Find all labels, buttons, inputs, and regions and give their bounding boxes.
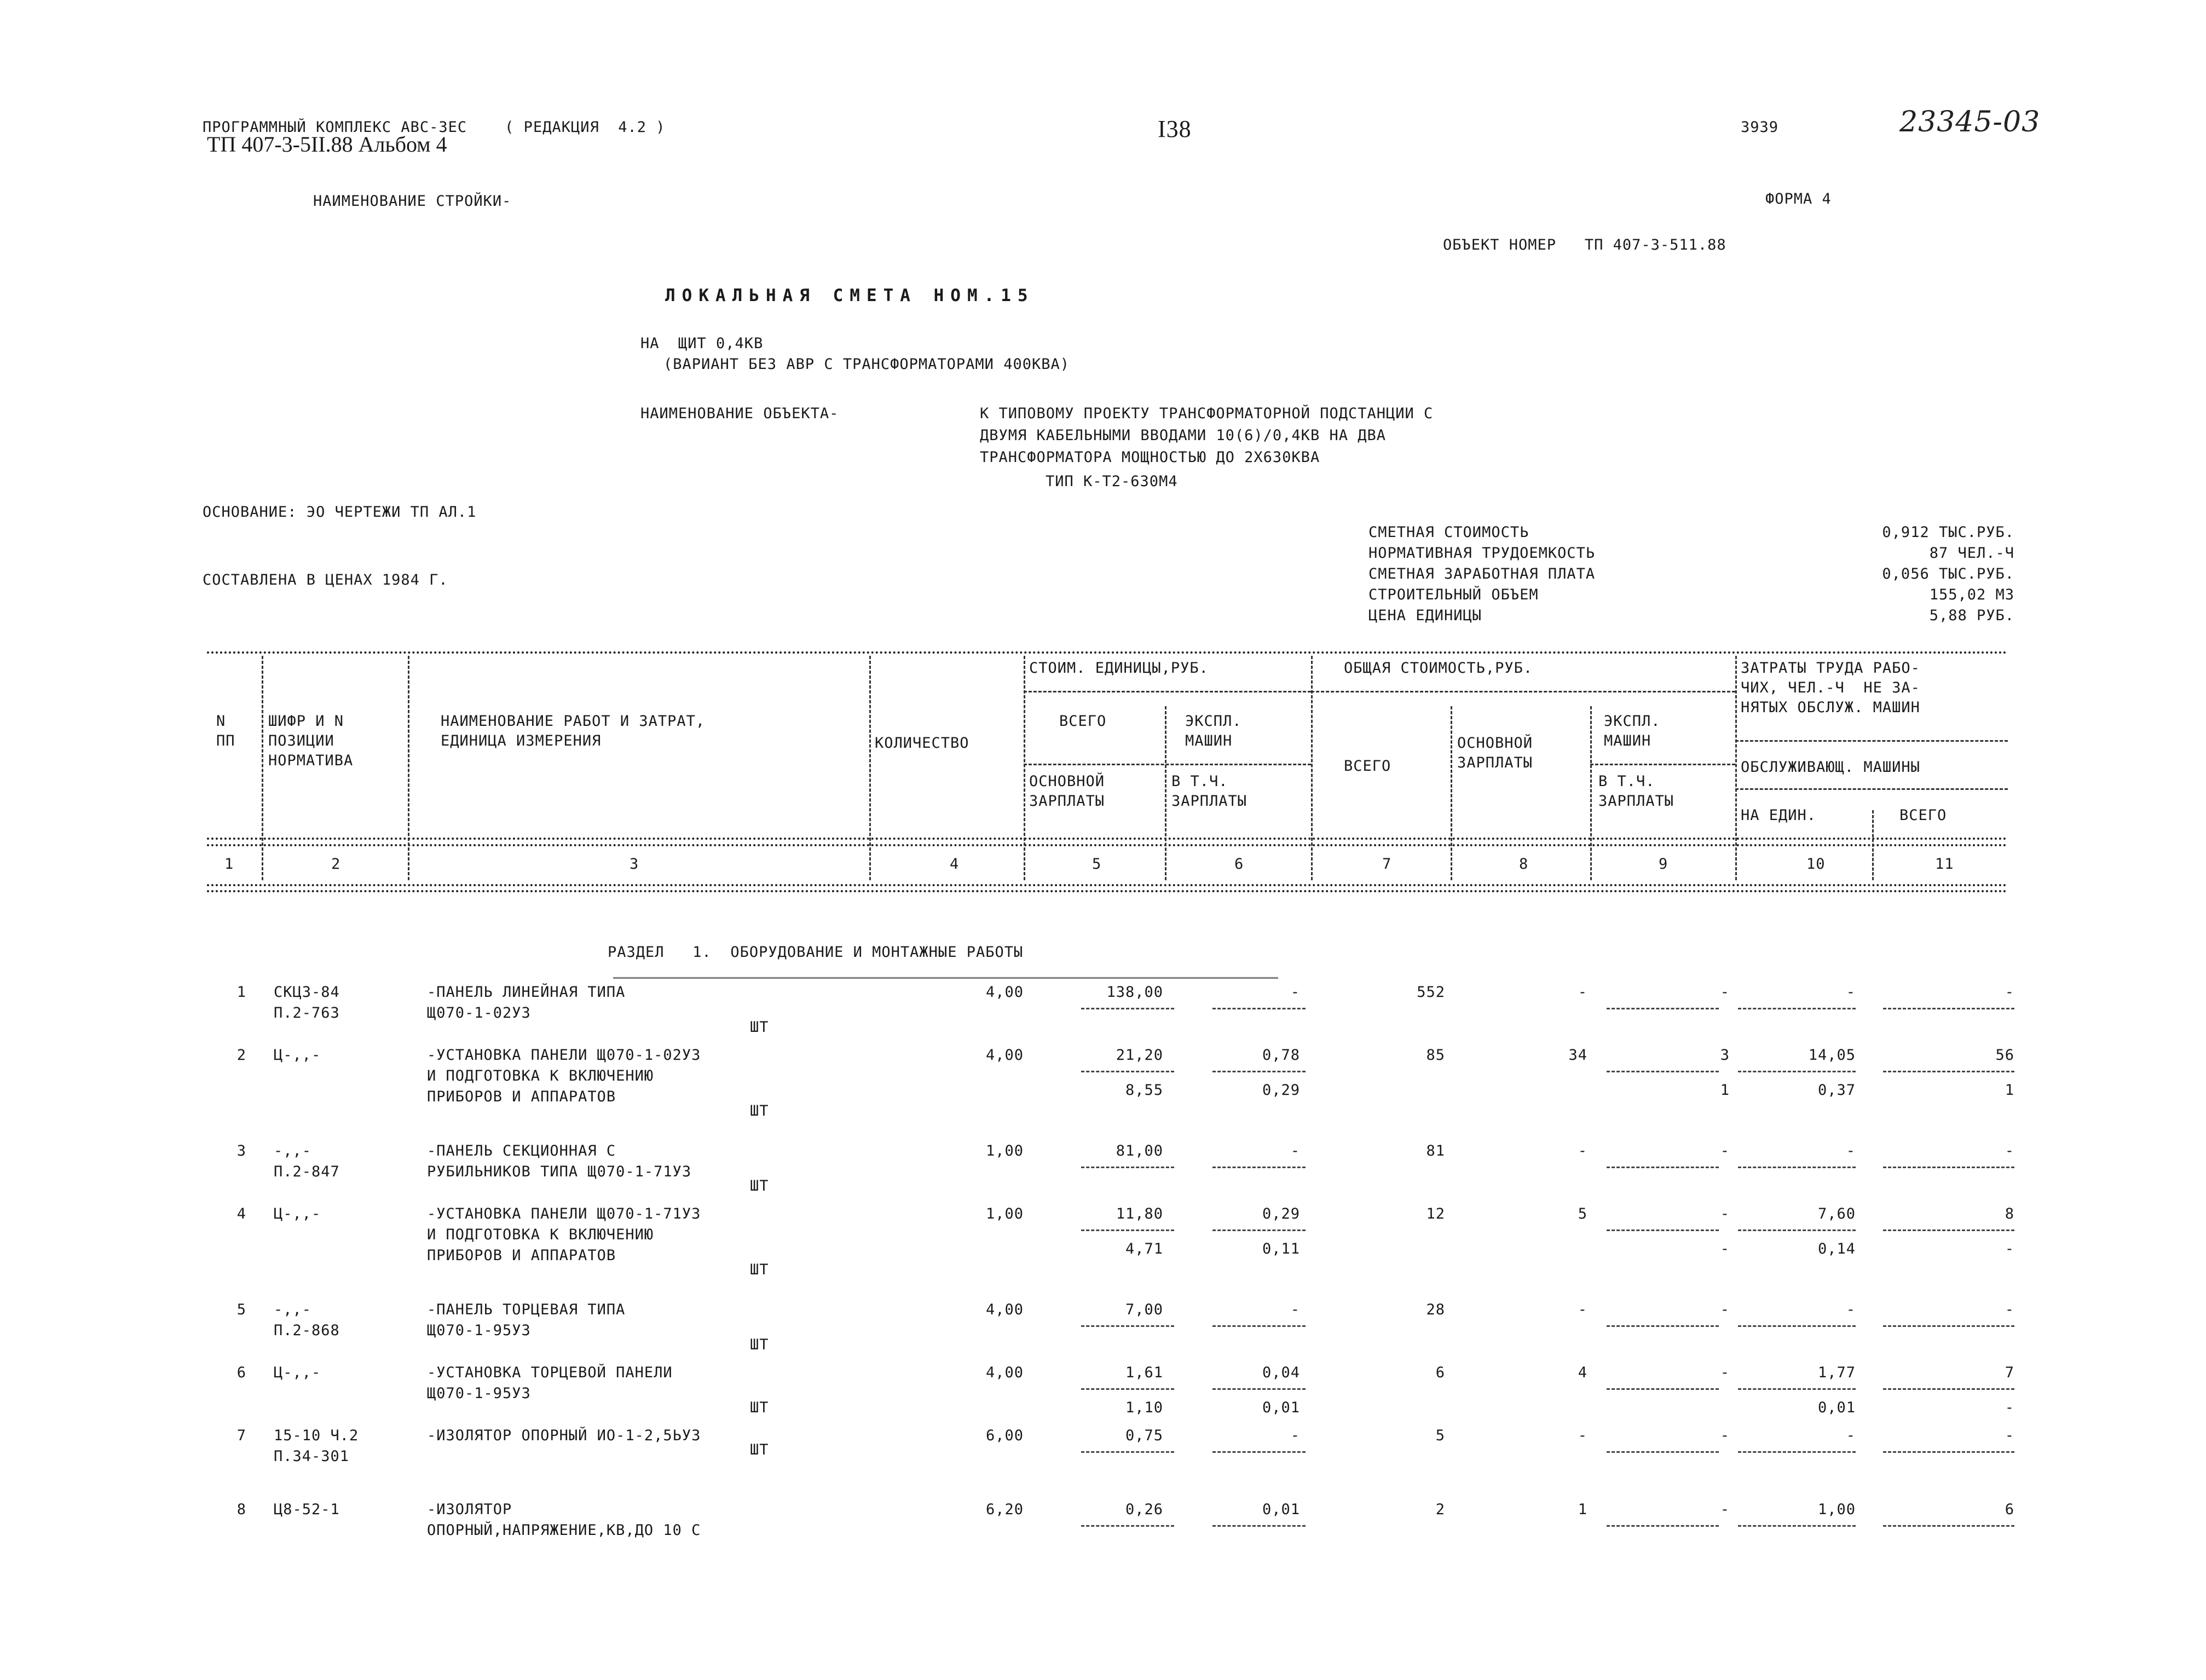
col-header-labor: ЗАТРАТЫ ТРУДА РАБО- ЧИХ, ЧЕЛ.-Ч НЕ ЗА- НЯТЫХ ОБСЛУЖ. МАШИН [1741,660,1920,716]
row-unit-expl: 0,04 [1262,1364,1300,1381]
subtotal-rule [1212,1325,1306,1327]
row-name-line: -ПАНЕЛЬ ТОРЦЕВАЯ ТИПА [427,1301,626,1318]
col-header-labor-unit: НА ЕДИН. [1741,807,1817,824]
row-labor-all: 6 [2005,1501,2014,1518]
group-rule [1024,764,1311,765]
col-number: 6 [1234,856,1244,873]
row-unit-total: 81,00 [1116,1142,1163,1159]
row-name-line: -УСТАНОВКА ТОРЦЕВОЙ ПАНЕЛИ [427,1364,673,1381]
row-total: 81 [1426,1142,1445,1159]
row-unit-expl: 0,78 [1262,1047,1300,1064]
subtotal-rule [1081,1388,1174,1390]
col-header-total-incl: В Т.Ч. ЗАРПЛАТЫ [1598,773,1674,810]
row-quantity: 1,00 [985,1142,1024,1159]
subtotal-rule [1883,1451,2014,1453]
col-header-unit-base: ОСНОВНОЙ ЗАРПЛАТЫ [1029,773,1105,810]
section-underline [613,977,1278,979]
row-number: 8 [236,1501,246,1518]
subtotal-rule [1212,1229,1306,1231]
row-labor-unit: 1,00 [1817,1501,1856,1518]
row-labor-all: - [2005,1142,2014,1159]
object-name-line4: ТИП К-Т2-630М4 [1046,473,1178,490]
row-labor-all: - [2005,984,2014,1001]
subtotal-rule [1883,1008,2014,1009]
row-code: -,,- [274,1142,312,1159]
col-header-name: НАИМЕНОВАНИЕ РАБОТ И ЗАТРАТ, ЕДИНИЦА ИЗМЕРЕНИЯ [441,713,706,749]
construction-name-label: НАИМЕНОВАНИЕ СТРОЙКИ- [313,193,512,210]
row-labor-unit2: 0,37 [1817,1082,1856,1099]
prices-label: СОСТАВЛЕНА В ЦЕНАХ 1984 Г. [203,571,448,588]
row-unit-expl: 0,01 [1262,1501,1300,1518]
subtotal-rule [1212,1388,1306,1390]
subtotal-rule [1607,1008,1719,1009]
summary-value: 87 ЧЕЛ.-Ч [1929,545,2014,562]
row-labor-all: - [2005,1301,2014,1318]
colnum-top-rule [207,844,2008,846]
row-name-line: ПРИБОРОВ И АППАРАТОВ [427,1247,616,1264]
subtotal-rule [1212,1008,1306,1009]
col-header-labor-machines: ОБСЛУЖИВАЮЩ. МАШИНЫ [1741,759,1920,776]
col-header-code: ШИФР И N ПОЗИЦИИ НОРМАТИВА [268,713,354,769]
subtotal-rule [1738,1071,1856,1072]
subtotal-rule [1212,1525,1306,1527]
row-code: Ц8-52-1 [274,1501,340,1518]
row-total: 552 [1417,984,1445,1001]
program-header: ПРОГРАММНЫЙ КОМПЛЕКС АВС-3ЕС ( РЕДАКЦИЯ 4.2 ) [203,119,666,136]
row-unit: ШТ [750,1102,769,1119]
row-labor-unit2: 0,14 [1817,1240,1856,1257]
subtotal-rule [1738,1167,1856,1168]
subtotal-rule [1607,1167,1719,1168]
subtotal-rule [1081,1525,1174,1527]
row-total: 12 [1426,1205,1445,1222]
row-code-sub: П.2-763 [274,1004,340,1021]
row-labor-all2: 1 [2005,1082,2014,1099]
summary-value: 0,912 ТЫС.РУБ. [1882,524,2014,541]
col-divider [1872,810,1874,880]
row-total-expl: - [1720,1364,1730,1381]
row-unit-base: 8,55 [1125,1082,1163,1099]
summary-label: НОРМАТИВНАЯ ТРУДОЕМКОСТЬ [1368,545,1596,562]
row-unit: ШТ [750,1261,769,1278]
row-labor-all: 56 [1995,1047,2014,1064]
subtotal-rule [1607,1525,1719,1527]
row-number: 4 [236,1205,246,1222]
row-code-sub: П.2-868 [274,1322,340,1339]
row-total-expl: - [1720,1142,1730,1159]
subtotal-rule [1607,1388,1719,1390]
page-number: I38 [1158,116,1192,142]
row-code: СКЦЗ-84 [274,984,340,1001]
row-unit-incl: 0,01 [1262,1399,1300,1416]
row-total-base: 1 [1578,1501,1587,1518]
handwritten-number: 23345-03 [1899,106,2041,138]
col-divider [1735,656,1737,880]
subtotal-rule [1738,1388,1856,1390]
row-name-line: -УСТАНОВКА ПАНЕЛИ Щ070-1-02УЗ [427,1047,701,1064]
row-quantity: 4,00 [985,1364,1024,1381]
object-name-line2: ДВУМЯ КАБЕЛЬНЫМИ ВВОДАМИ 10(6)/0,4КВ НА ДВА [980,427,1386,444]
row-unit-total: 0,75 [1125,1427,1163,1444]
subtotal-rule [1883,1071,2014,1072]
col-header-unit-total: ВСЕГО [1059,713,1107,730]
col-header-unit-incl: В Т.Ч. ЗАРПЛАТЫ [1171,773,1248,810]
subtotal-rule [1081,1451,1174,1453]
row-code: Ц-,,- [274,1364,321,1381]
row-total-expl: 3 [1720,1047,1730,1064]
row-labor-unit: - [1846,984,1856,1001]
form-label: ФОРМА 4 [1765,190,1832,207]
basis-label: ОСНОВАНИЕ: ЭО ЧЕРТЕЖИ ТП АЛ.1 [203,504,477,521]
row-number: 2 [236,1047,246,1064]
subtotal-rule [1081,1325,1174,1327]
row-name-line: И ПОДГОТОВКА К ВКЛЮЧЕНИЮ [427,1067,654,1084]
summary-label: ЦЕНА ЕДИНИЦЫ [1368,607,1482,624]
col-number: 11 [1935,856,1954,873]
object-name-line1: К ТИПОВОМУ ПРОЕКТУ ТРАНСФОРМАТОРНОЙ ПОДСТАНЦИИ С [980,405,1434,422]
object-name-line3: ТРАНСФОРМАТОРА МОЩНОСТЬЮ ДО 2Х630КВА [980,449,1320,466]
row-total-expl: - [1720,1501,1730,1518]
row-name-line: Щ070-1-95УЗ [427,1385,531,1402]
row-total: 6 [1435,1364,1445,1381]
row-unit-total: 7,00 [1125,1301,1163,1318]
row-unit-total: 11,80 [1116,1205,1163,1222]
col-number: 8 [1519,856,1529,873]
row-quantity: 4,00 [985,1047,1024,1064]
row-unit: ШТ [750,1336,769,1353]
row-unit-total: 1,61 [1125,1364,1163,1381]
document-code: 3939 [1741,119,1779,136]
row-name-line: ПРИБОРОВ И АППАРАТОВ [427,1088,616,1105]
col-number: 3 [630,856,639,873]
row-total-incl: 1 [1720,1082,1730,1099]
row-code: 15-10 Ч.2 [274,1427,359,1444]
section-title: РАЗДЕЛ 1. ОБОРУДОВАНИЕ И МОНТАЖНЫЕ РАБОТЫ [608,944,1024,961]
row-labor-unit: - [1846,1427,1856,1444]
row-name-line: -ПАНЕЛЬ ЛИНЕЙНАЯ ТИПА [427,984,626,1001]
row-quantity: 4,00 [985,1301,1024,1318]
col-header-labor-all: ВСЕГО [1899,807,1947,824]
row-number: 5 [236,1301,246,1318]
row-total-base: 4 [1578,1364,1587,1381]
subtotal-rule [1081,1071,1174,1072]
row-labor-unit: 1,77 [1817,1364,1856,1381]
col-header-total-cost: ОБЩАЯ СТОИМОСТЬ,РУБ. [1344,660,1533,677]
object-name-label: НАИМЕНОВАНИЕ ОБЪЕКТА- [640,405,839,422]
col-divider [1451,706,1452,880]
col-number: 1 [224,856,234,873]
group-rule [1735,740,2008,742]
row-code: Ц-,,- [274,1047,321,1064]
row-total-incl: - [1720,1240,1730,1257]
col-divider [1024,656,1025,880]
col-header-total-base: ОСНОВНОЙ ЗАРПЛАТЫ [1457,735,1533,771]
subtotal-rule [1607,1229,1719,1231]
row-unit-expl: - [1290,1427,1300,1444]
group-rule [1735,788,2008,790]
row-total-base: 34 [1568,1047,1587,1064]
subtotal-rule [1081,1167,1174,1168]
row-total-expl: - [1720,1205,1730,1222]
row-unit: ШТ [750,1019,769,1036]
col-header-unit-cost: СТОИМ. ЕДИНИЦЫ,РУБ. [1029,660,1209,677]
row-unit-total: 0,26 [1125,1501,1163,1518]
row-total-expl: - [1720,1301,1730,1318]
subtotal-rule [1081,1008,1174,1009]
row-total: 2 [1435,1501,1445,1518]
table-top-rule [207,651,2008,654]
row-number: 1 [236,984,246,1001]
group-rule [1590,764,1735,765]
row-quantity: 1,00 [985,1205,1024,1222]
row-unit-base: 4,71 [1125,1240,1163,1257]
col-divider [1590,706,1592,880]
row-total-base: 5 [1578,1205,1587,1222]
subtotal-rule [1081,1229,1174,1231]
subtotal-rule [1883,1167,2014,1168]
row-labor-unit: - [1846,1301,1856,1318]
summary-value: 0,056 ТЫС.РУБ. [1882,565,2014,582]
row-name-line: ОПОРНЫЙ,НАПРЯЖЕНИЕ,КВ,ДО 10 С [427,1522,701,1539]
row-total-base: - [1578,1301,1587,1318]
col-number: 10 [1806,856,1826,873]
summary-value: 155,02 М3 [1929,586,2014,603]
colnum-bottom-rule2 [207,890,2008,892]
row-name-line: РУБИЛЬНИКОВ ТИПА Щ070-1-71УЗ [427,1163,692,1180]
col-header-quantity: КОЛИЧЕСТВО [875,735,969,752]
group-rule [1024,691,1311,692]
row-unit-total: 138,00 [1106,984,1163,1001]
row-unit-expl: 0,29 [1262,1205,1300,1222]
row-unit: ШТ [750,1399,769,1416]
subtotal-rule [1607,1451,1719,1453]
estimate-for-line2: (ВАРИАНТ БЕЗ АВР С ТРАНСФОРМАТОРАМИ 400КВА) [663,356,1070,373]
row-labor-all: 8 [2005,1205,2014,1222]
row-quantity: 4,00 [985,984,1024,1001]
row-unit-total: 21,20 [1116,1047,1163,1064]
album-label: ТП 407-3-5II.88 Альбом 4 [207,132,447,157]
row-unit-incl: 0,29 [1262,1082,1300,1099]
row-quantity: 6,20 [985,1501,1024,1518]
row-labor-unit: - [1846,1142,1856,1159]
subtotal-rule [1738,1229,1856,1231]
subtotal-rule [1738,1008,1856,1009]
subtotal-rule [1738,1525,1856,1527]
row-name-line: -ИЗОЛЯТОР ОПОРНЫЙ ИО-1-2,5ЬУЗ [427,1427,701,1444]
col-header-unit-expl: ЭКСПЛ. МАШИН [1185,713,1242,749]
estimate-for-line1: НА ЩИТ 0,4КВ [640,335,764,352]
col-divider [1311,656,1313,880]
summary-value: 5,88 РУБ. [1929,607,2014,624]
subtotal-rule [1212,1071,1306,1072]
row-unit-expl: - [1290,1301,1300,1318]
row-labor-all: - [2005,1427,2014,1444]
subtotal-rule [1738,1325,1856,1327]
row-labor-unit2: 0,01 [1817,1399,1856,1416]
row-code-sub: П.34-301 [274,1448,350,1465]
row-total: 5 [1435,1427,1445,1444]
row-total: 85 [1426,1047,1445,1064]
row-code: -,,- [274,1301,312,1318]
row-total: 28 [1426,1301,1445,1318]
row-number: 6 [236,1364,246,1381]
row-labor-all2: - [2005,1240,2014,1257]
col-number: 2 [331,856,341,873]
subtotal-rule [1883,1388,2014,1390]
summary-label: СМЕТНАЯ ЗАРАБОТНАЯ ПЛАТА [1368,565,1596,582]
summary-label: СМЕТНАЯ СТОИМОСТЬ [1368,524,1529,541]
subtotal-rule [1883,1229,2014,1231]
row-name-line: -УСТАНОВКА ПАНЕЛИ Щ070-1-71УЗ [427,1205,701,1222]
row-total-base: - [1578,1427,1587,1444]
subtotal-rule [1212,1451,1306,1453]
row-total-expl: - [1720,1427,1730,1444]
col-divider [869,656,871,880]
row-name-line: -ИЗОЛЯТОР [427,1501,512,1518]
row-name-line: Щ070-1-95УЗ [427,1322,531,1339]
estimate-title: ЛОКАЛЬНАЯ СМЕТА НОМ.15 [665,286,1035,305]
subtotal-rule [1212,1167,1306,1168]
summary-label: СТРОИТЕЛЬНЫЙ ОБЪЕМ [1368,586,1539,603]
col-number: 9 [1659,856,1668,873]
row-unit-expl: - [1290,984,1300,1001]
col-header-total-expl: ЭКСПЛ. МАШИН [1604,713,1661,749]
col-divider [262,656,263,880]
row-unit-incl: 0,11 [1262,1240,1300,1257]
row-number: 7 [236,1427,246,1444]
subtotal-rule [1883,1525,2014,1527]
group-rule [1311,691,1735,692]
row-total-expl: - [1720,984,1730,1001]
row-name-line: -ПАНЕЛЬ СЕКЦИОННАЯ С [427,1142,616,1159]
col-header-total-all: ВСЕГО [1344,758,1391,775]
row-labor-all: 7 [2005,1364,2014,1381]
row-labor-unit: 7,60 [1817,1205,1856,1222]
subtotal-rule [1738,1451,1856,1453]
subtotal-rule [1607,1325,1719,1327]
colnum-bottom-rule [207,884,2008,886]
object-number: ОБЪЕКТ НОМЕР ТП 407-3-511.88 [1443,236,1726,253]
col-number: 5 [1092,856,1102,873]
row-total-base: - [1578,984,1587,1001]
row-name-line: Щ070-1-02УЗ [427,1004,531,1021]
row-unit: ШТ [750,1441,769,1458]
header-bottom-rule [207,838,2008,840]
row-code: Ц-,,- [274,1205,321,1222]
col-divider [408,656,409,880]
subtotal-rule [1607,1071,1719,1072]
row-number: 3 [236,1142,246,1159]
row-quantity: 6,00 [985,1427,1024,1444]
row-unit-expl: - [1290,1142,1300,1159]
row-total-base: - [1578,1142,1587,1159]
subtotal-rule [1883,1325,2014,1327]
row-labor-unit: 14,05 [1808,1047,1856,1064]
row-unit-base: 1,10 [1125,1399,1163,1416]
col-number: 7 [1382,856,1392,873]
col-header-number: N ПП [216,713,235,749]
row-name-line: И ПОДГОТОВКА К ВКЛЮЧЕНИЮ [427,1226,654,1243]
col-number: 4 [950,856,960,873]
row-unit: ШТ [750,1177,769,1194]
row-labor-all2: - [2005,1399,2014,1416]
row-code-sub: П.2-847 [274,1163,340,1180]
col-divider [1165,706,1166,880]
